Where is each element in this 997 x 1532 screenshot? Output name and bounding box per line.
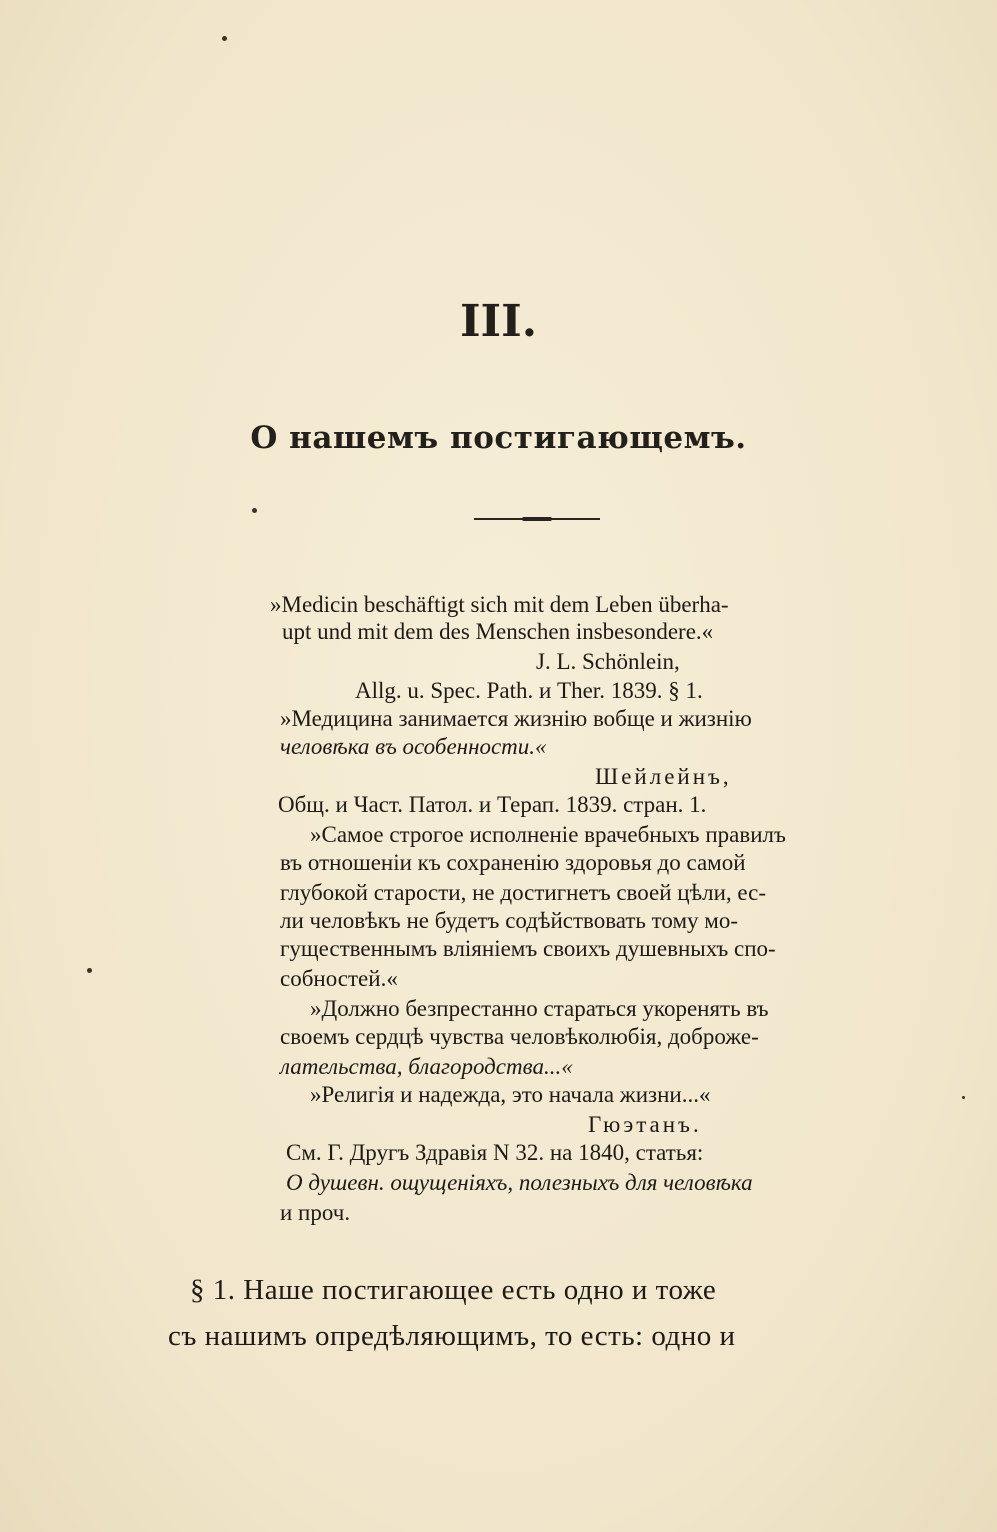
epigraph-line: своемъ сердцѣ чувства человѣколюбія, доброже-: [280, 1024, 759, 1049]
chapter-heading: О нашемъ постигающемъ.: [250, 420, 747, 456]
epigraph-line: »Медицина занимается жизнію вобще и жизнію: [280, 706, 752, 731]
chapter-number: III.: [459, 296, 538, 347]
epigraph-line: глубокой старости, не достигнетъ своей цѣли, ес-: [280, 880, 767, 905]
epigraph-line: »Должно безпрестанно стараться укоренять въ: [310, 996, 769, 1021]
ornamental-rule: [474, 518, 600, 520]
epigraph-source: Общ. и Част. Патол. и Терап. 1839. стран. 1.: [278, 792, 707, 817]
epigraph-line: »Самое строгое исполненіе врачебныхъ правилъ: [310, 822, 786, 847]
paper-speck: [87, 968, 92, 973]
paper-speck: [252, 508, 257, 513]
epigraph-attribution: Гюэтанъ.: [588, 1112, 702, 1137]
epigraph-source: и проч.: [280, 1200, 351, 1225]
body-paragraph-line: съ нашимъ опредѣляющимъ, то есть: одно и: [168, 1320, 736, 1352]
epigraph-line: »Medicin beschäftigt sich mit dem Leben überha-: [270, 592, 729, 617]
epigraph-attribution: J. L. Schönlein,: [536, 649, 680, 674]
epigraph-source: Allg. u. Spec. Path. и Ther. 1839. § 1.: [355, 678, 703, 703]
epigraph-line: ли человѣкъ не будетъ содѣйствовать тому мо-: [280, 908, 739, 933]
epigraph-line: upt und mit dem des Menschen insbesondere.«: [282, 619, 714, 644]
epigraph-line: гущественнымъ вліяніемъ своихъ душевныхъ спо-: [280, 936, 776, 961]
epigraph-line: собностей.«: [280, 966, 398, 991]
paper-speck: [962, 1096, 965, 1099]
epigraph-line: въ отношеніи къ сохраненію здоровья до самой: [280, 850, 746, 875]
epigraph-line: лательства, благородства...«: [280, 1054, 573, 1079]
epigraph-line: »Религія и надежда, это начала жизни...«: [310, 1082, 711, 1107]
epigraph-attribution: Шейлейнъ,: [595, 764, 732, 789]
epigraph-source: См. Г. Другъ Здравія N 32. на 1840, статья:: [286, 1140, 704, 1165]
paper-speck: [222, 36, 227, 41]
epigraph-line: человѣка въ особенности.«: [280, 734, 547, 759]
epigraph-source: О душевн. ощущеніяхъ, полезныхъ для человѣка: [286, 1170, 753, 1195]
body-paragraph-line: § 1. Наше постигающее есть одно и тоже: [190, 1274, 717, 1306]
